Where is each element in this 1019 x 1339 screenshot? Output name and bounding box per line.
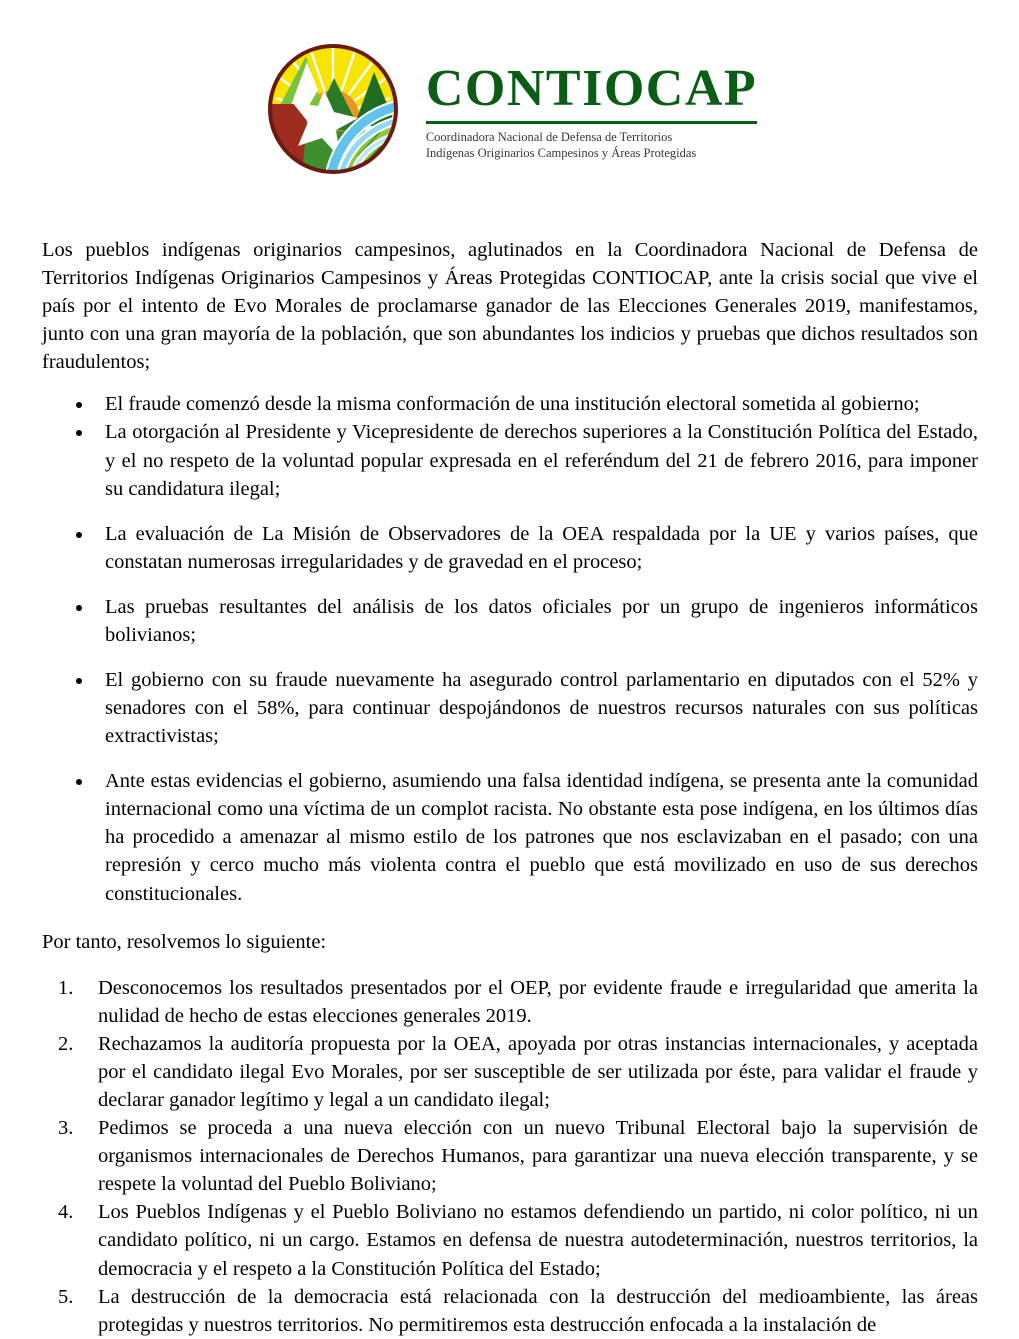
list-item (42, 520, 978, 576)
list-item (42, 1283, 978, 1339)
list-item (42, 1030, 978, 1114)
bullet-dot-icon (76, 430, 82, 436)
list-item-number: 4. (58, 1201, 74, 1224)
list-item-text: El fraude comenzó desde la misma conformación de una institución electoral sometida al gobierno; (105, 393, 920, 416)
contiocap-logo-emblem-icon (262, 38, 404, 180)
list-item (42, 1198, 978, 1282)
list-item-text: Las pruebas resultantes del análisis de los datos oficiales por un grupo de ingenieros informáticos bolivianos; (105, 595, 978, 646)
intro-paragraph: Los pueblos indígenas originarios campesinos, aglutinados en la Coordinadora Nacional de Defensa de Territorios Indígenas Originarios Campesinos y Áreas Protegidas CONTIOCAP, ante la crisis social que vive el país por el intento de Evo Morales de proclamarse ganador de las Elecciones Generales 2019, manifestamos, junto con una gran mayoría de la población, que son abundantes los indicios y pruebas que dichos resultados son fraudulentos; (42, 239, 978, 374)
list-item-text: La evaluación de La Misión de Observadores de la OEA respaldada por la UE y varios países, que constatan numerosas irregularidades y de gravedad en el proceso; (105, 522, 978, 573)
list-item-text: El gobierno con su fraude nuevamente ha asegurado control parlamentario en diputados con el 52% y senadores con el 58%, para continuar despojándonos de nuestros recursos naturales con sus políticas extractivistas; (105, 669, 978, 748)
bullet-dot-icon (76, 779, 82, 785)
document-header (0, 0, 1019, 190)
document-body (42, 236, 978, 1339)
list-item-text: Rechazamos la auditoría propuesta por la OEA, apoyada por otras instancias internacionales, y aceptada por el candidato ilegal Evo Morales, por ser susceptible de ser utilizada por éste, para validar el fraude y declarar ganador legítimo y legal a un candidato ilegal; (98, 1032, 978, 1112)
list-item-number: 1. (58, 976, 74, 999)
list-item-text: La otorgación al Presidente y Vicepresidente de derechos superiores a la Constitución Política del Estado, y el no respeto de la voluntad popular expresada en el referéndum del 21 de febrero 2016, para imponer su candidatura ilegal; (105, 421, 978, 500)
list-item-number: 2. (58, 1032, 74, 1055)
list-item-text: La destrucción de la democracia está relacionada con la destrucción del medioambiente, las áreas protegidas y nuestros territorios. No permitiremos esta destrucción enfocada a la instalación de (98, 1285, 978, 1336)
bullet-dot-icon (76, 605, 82, 611)
list-item (42, 974, 978, 1030)
grievances-bullet-list (42, 390, 978, 907)
logo-tagline-line-1: Coordinadora Nacional de Defensa de Territorios (425, 130, 673, 144)
logo-tagline-line-2: Indígenas Originarios Campesinos y Áreas Protegidas (425, 146, 697, 160)
logo-wordmark-block (426, 57, 757, 161)
list-item (42, 593, 978, 649)
logo-wordmark-text: CONTIOCAP (425, 60, 758, 117)
list-item (42, 418, 978, 502)
list-item (42, 767, 978, 907)
logo-divider-rule (426, 121, 757, 124)
list-item (42, 666, 978, 750)
list-item (42, 1114, 978, 1198)
list-item-number: 5. (58, 1285, 74, 1308)
resolutions-numbered-list (42, 974, 978, 1339)
list-item (42, 390, 978, 418)
list-item-text: Ante estas evidencias el gobierno, asumiendo una falsa identidad indígena, se presenta ante la comunidad internacional como una víctima de un complot racista. No obstante esta pose indígena, en los últimos días ha procedido a amenazar al mismo estilo de los patrones que nos esclavizaban en el pasado; con una represión y cerco mucho más violenta contra el pueblo que está movilizado en uso de sus derechos constitucionales. (105, 770, 978, 905)
list-item-text: Pedimos se proceda a una nueva elección con un nuevo Tribunal Electoral bajo la supervisión de organismos internacionales de Derechos Humanos, para garantizar una nueva elección transparente, y se respete la voluntad del Pueblo Boliviano; (98, 1117, 978, 1196)
list-item-number: 3. (58, 1117, 74, 1140)
bullet-dot-icon (76, 532, 82, 538)
bullet-dot-icon (76, 678, 82, 684)
bullet-dot-icon (76, 402, 82, 408)
list-item-text: Los Pueblos Indígenas y el Pueblo Boliviano no estamos defendiendo un partido, ni color político, ni un candidato político, ni un cargo. Estamos en defensa de nuestra autodeterminación, nuestros territorios, la democracia y el respeto a la Constitución Política del Estado; (98, 1201, 978, 1280)
list-item-text: Desconocemos los resultados presentados por el OEP, por evidente fraude e irregularidad que amerita la nulidad de hecho de estas elecciones generales 2019. (98, 976, 978, 1027)
resolution-heading: Por tanto, resolvemos lo siguiente: (42, 930, 327, 953)
